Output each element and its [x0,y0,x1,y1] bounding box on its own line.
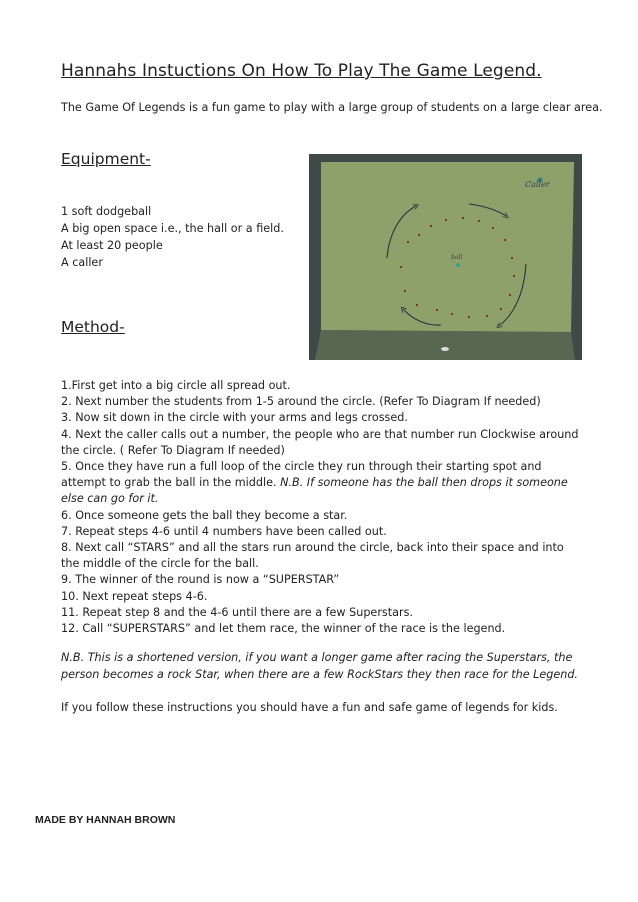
method-step: 2. Next number the students from 1-5 around the circle. (Refer To Diagram If needed) [61,395,541,409]
equipment-item: At least 20 people [61,239,163,252]
equipment-item: A caller [61,256,103,269]
page-title: Hannahs Instuctions On How To Play The Game Legend. [61,61,542,81]
author-credit: MADE BY HANNAH BROWN [35,814,176,826]
method-heading: Method- [61,318,125,336]
method-step: 3. Now sit down in the circle with your arms and legs crossed. [61,411,408,425]
step-5-note: N.B. If someone has the ball then drops it someone else can go for it. [61,476,568,506]
whiteboard-diagram [309,154,582,360]
method-step: 1.First get into a big circle all spread out. [61,379,291,392]
diagram-photo [309,154,582,360]
caller-label: Caller [525,180,550,189]
method-step: 4. Next the caller calls out a number, the people who are that number run Clockwise around the circle. ( Refer To Diagram If needed) [61,427,579,457]
closing-paragraph: If you follow these instructions you should have a fun and safe game of legends for kids. [61,701,558,714]
method-step: 12. Call “SUPERSTARS” and let them race, the winner of the race is the legend. [61,622,506,636]
shortened-version-note: N.B. This is a shortened version, if you want a longer game after racing the Superstars, the person becomes a rock Star, when there are a few RockStars they then race for the Legend. [61,651,578,681]
equipment-item: A big open space i.e., the hall or a field. [61,222,284,235]
method-step: 9. The winner of the round is now a “SUPERSTAR” [61,573,340,587]
method-step [61,459,581,508]
method-step: 10. Next repeat steps 4-6. [61,589,208,603]
step-5-text: 5. Once they have run a full loop of the circle they run through their starting spot and attempt to grab the ball in the middle. [61,460,542,490]
method-step: 8. Next call “STARS” and all the stars run around the circle, back into their space and into the middle of the circle for the ball. [61,541,564,571]
method-step: 11. Repeat step 8 and the 4-6 until there are a few Superstars. [61,605,413,619]
method-step: 7. Repeat steps 4-6 until 4 numbers have been called out. [61,524,387,538]
method-step: 6. Once someone gets the ball they become a star. [61,508,348,522]
ball-label: ball [451,254,463,261]
method-steps [61,378,581,637]
equipment-heading: Equipment- [61,150,151,168]
intro-paragraph: The Game Of Legends is a fun game to play with a large group of students on a large clear area. [61,101,603,114]
ball-dot [456,263,460,267]
equipment-item: 1 soft dodgeball [61,205,152,218]
equipment-list [61,203,284,271]
